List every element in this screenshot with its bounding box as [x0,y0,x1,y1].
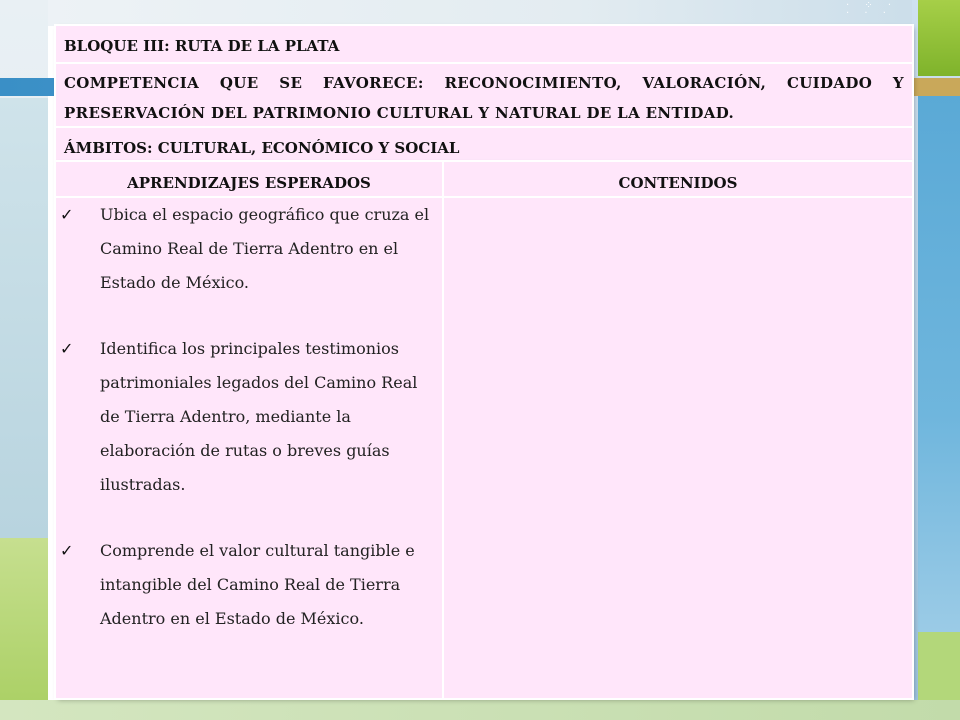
contents-cell [444,198,912,698]
sparkle-decoration-icon: · ⁘ · · · · [846,0,898,19]
block-title: BLOQUE III: RUTA DE LA PLATA [56,26,912,64]
content-table [56,162,912,698]
checkmark-icon: ✓ [60,205,74,224]
background-right-blue-strip [918,92,960,632]
column-header-contents: CONTENIDOS [618,174,738,192]
column-header-learnings: APRENDIZAJES ESPERADOS [127,174,371,192]
checkmark-icon: ✓ [60,339,74,358]
list-item [56,534,442,636]
scopes-text: ÁMBITOS: CULTURAL, ECONÓMICO Y SOCIAL [64,139,460,157]
checkmark-icon: ✓ [60,541,74,560]
background-bottom-band [0,700,960,720]
learnings-list [56,198,442,668]
learning-text: Ubica el espacio geográfico que cruza el Camino Real de Tierra Adentro en el Estado de México. [100,205,430,292]
background-left-teal-strip [0,98,48,538]
background-left-green-strip [0,538,48,720]
competency-text: COMPETENCIA QUE SE FAVORECE: RECONOCIMIENTO, VALORACIÓN, CUIDADO Y PRESERVACIÓN DEL PATRIMONIO CULTURAL Y NATURAL DE LA ENTIDAD. [56,64,912,128]
background-top-band [0,0,960,26]
list-item [56,332,442,502]
learning-text: Comprende el valor cultural tangible e intangible del Camino Real de Tierra Adentro en el Estado de México. [100,541,415,628]
learning-text: Identifica los principales testimonios patrimoniales legados del Camino Real de Tierra Adentro, mediante la elaboración de rutas o breves guías ilustradas. [100,339,418,494]
header-panel [56,26,912,162]
list-item [56,198,442,300]
background-green-tab [918,0,960,76]
